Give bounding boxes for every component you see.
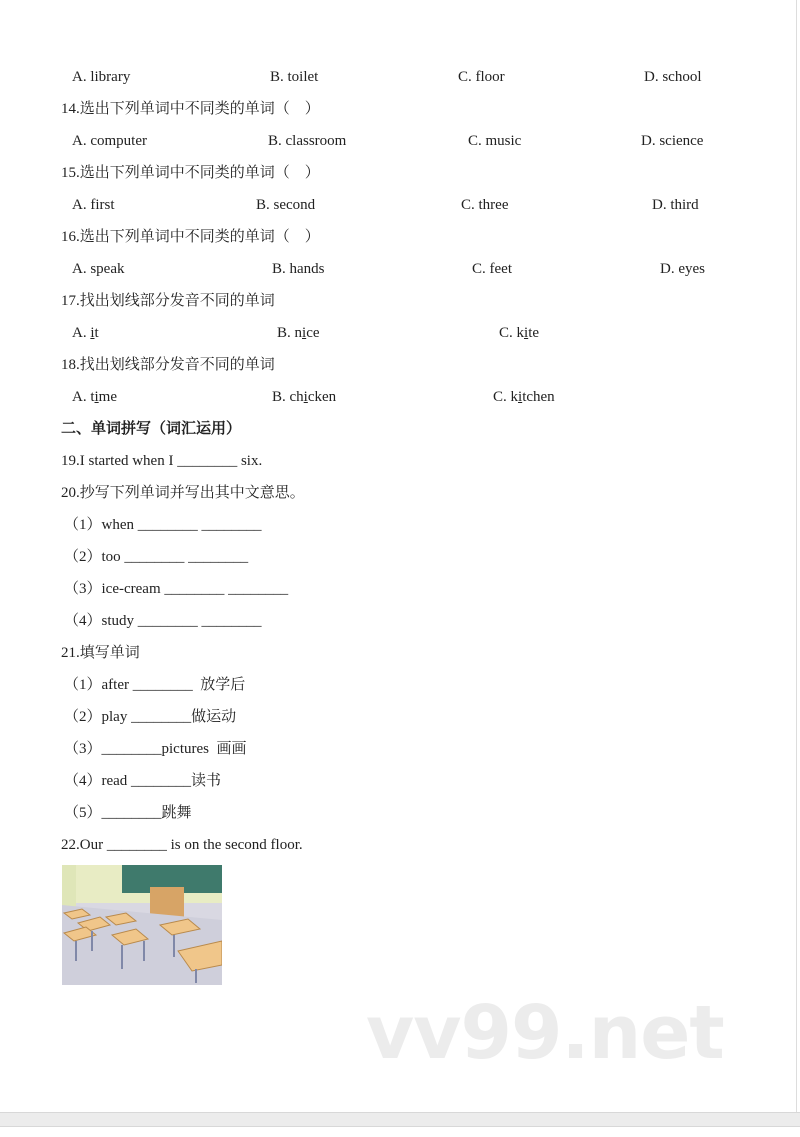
q21-item: （4）read ________读书	[64, 773, 222, 789]
q19-text: 19.I started when I ________ six.	[61, 453, 263, 469]
q20-item: （1）when ________ ________	[64, 517, 262, 533]
q21-item: （1）after ________ 放学后	[64, 677, 246, 693]
q20-item: （4）study ________ ________	[64, 613, 262, 629]
q17-option-c	[499, 323, 539, 343]
q21-item: （3）________pictures 画画	[64, 741, 247, 757]
q13-option-d: D. school	[644, 69, 702, 85]
q18-option-a	[72, 387, 117, 407]
q14-stem: 14.选出下列单词中不同类的单词（ ）	[61, 101, 320, 117]
text: te	[528, 325, 540, 341]
q18-stem: 18.找出划线部分发音不同的单词	[61, 357, 275, 373]
underlined-letter: i	[518, 389, 523, 405]
q14-option-d: D. science	[641, 133, 704, 149]
q15-option-c: C. three	[461, 197, 509, 213]
q16-option-c: C. feet	[472, 261, 512, 277]
text: C. k	[499, 325, 525, 341]
q15-stem: 15.选出下列单词中不同类的单词（ ）	[61, 165, 320, 181]
q15-option-d: D. third	[652, 197, 699, 213]
q21-stem: 21.填写单词	[61, 645, 140, 661]
text: A. t	[72, 389, 95, 405]
q14-option-a: A. computer	[72, 133, 147, 149]
text: A.	[72, 325, 91, 341]
q16-option-d: D. eyes	[660, 261, 705, 277]
q17-option-a	[72, 323, 99, 343]
q13-option-b: B. toilet	[270, 69, 319, 85]
q15-option-a: A. first	[72, 197, 115, 213]
page-edge	[796, 0, 797, 1112]
underlined-letter: i	[94, 389, 99, 405]
text: t	[94, 325, 99, 341]
q13-option-a: A. library	[72, 69, 131, 85]
text: tchen	[522, 389, 555, 405]
page-separator	[0, 1112, 800, 1127]
q20-item: （3）ice-cream ________ ________	[64, 581, 289, 597]
underlined-letter: i	[524, 325, 529, 341]
watermark: vv99.net	[366, 990, 724, 1076]
q16-option-a: A. speak	[72, 261, 125, 277]
text: B. ch	[272, 389, 304, 405]
q13-option-c: C. floor	[458, 69, 505, 85]
text: B. n	[277, 325, 303, 341]
q20-stem: 20.抄写下列单词并写出其中文意思。	[61, 485, 305, 501]
text: me	[98, 389, 117, 405]
text: cken	[307, 389, 337, 405]
q20-item: （2）too ________ ________	[64, 549, 249, 565]
q22-text: 22.Our ________ is on the second floor.	[61, 837, 303, 853]
q18-option-c	[493, 387, 555, 407]
q14-option-c: C. music	[468, 133, 522, 149]
underlined-letter: i	[90, 325, 95, 341]
text: C. k	[493, 389, 519, 405]
underlined-letter: i	[303, 389, 308, 405]
section-heading: 二、单词拼写（词汇运用）	[61, 421, 242, 437]
q18-option-b	[272, 387, 336, 407]
classroom-image	[62, 865, 222, 985]
q21-item: （5）________跳舞	[64, 805, 192, 821]
q16-option-b: B. hands	[272, 261, 325, 277]
q17-stem: 17.找出划线部分发音不同的单词	[61, 293, 275, 309]
q17-option-b	[277, 323, 320, 343]
underlined-letter: i	[302, 325, 307, 341]
q21-item: （2）play ________做运动	[64, 709, 237, 725]
q14-option-b: B. classroom	[268, 133, 347, 149]
text: ce	[306, 325, 320, 341]
q15-option-b: B. second	[256, 197, 316, 213]
q16-stem: 16.选出下列单词中不同类的单词（ ）	[61, 229, 320, 245]
